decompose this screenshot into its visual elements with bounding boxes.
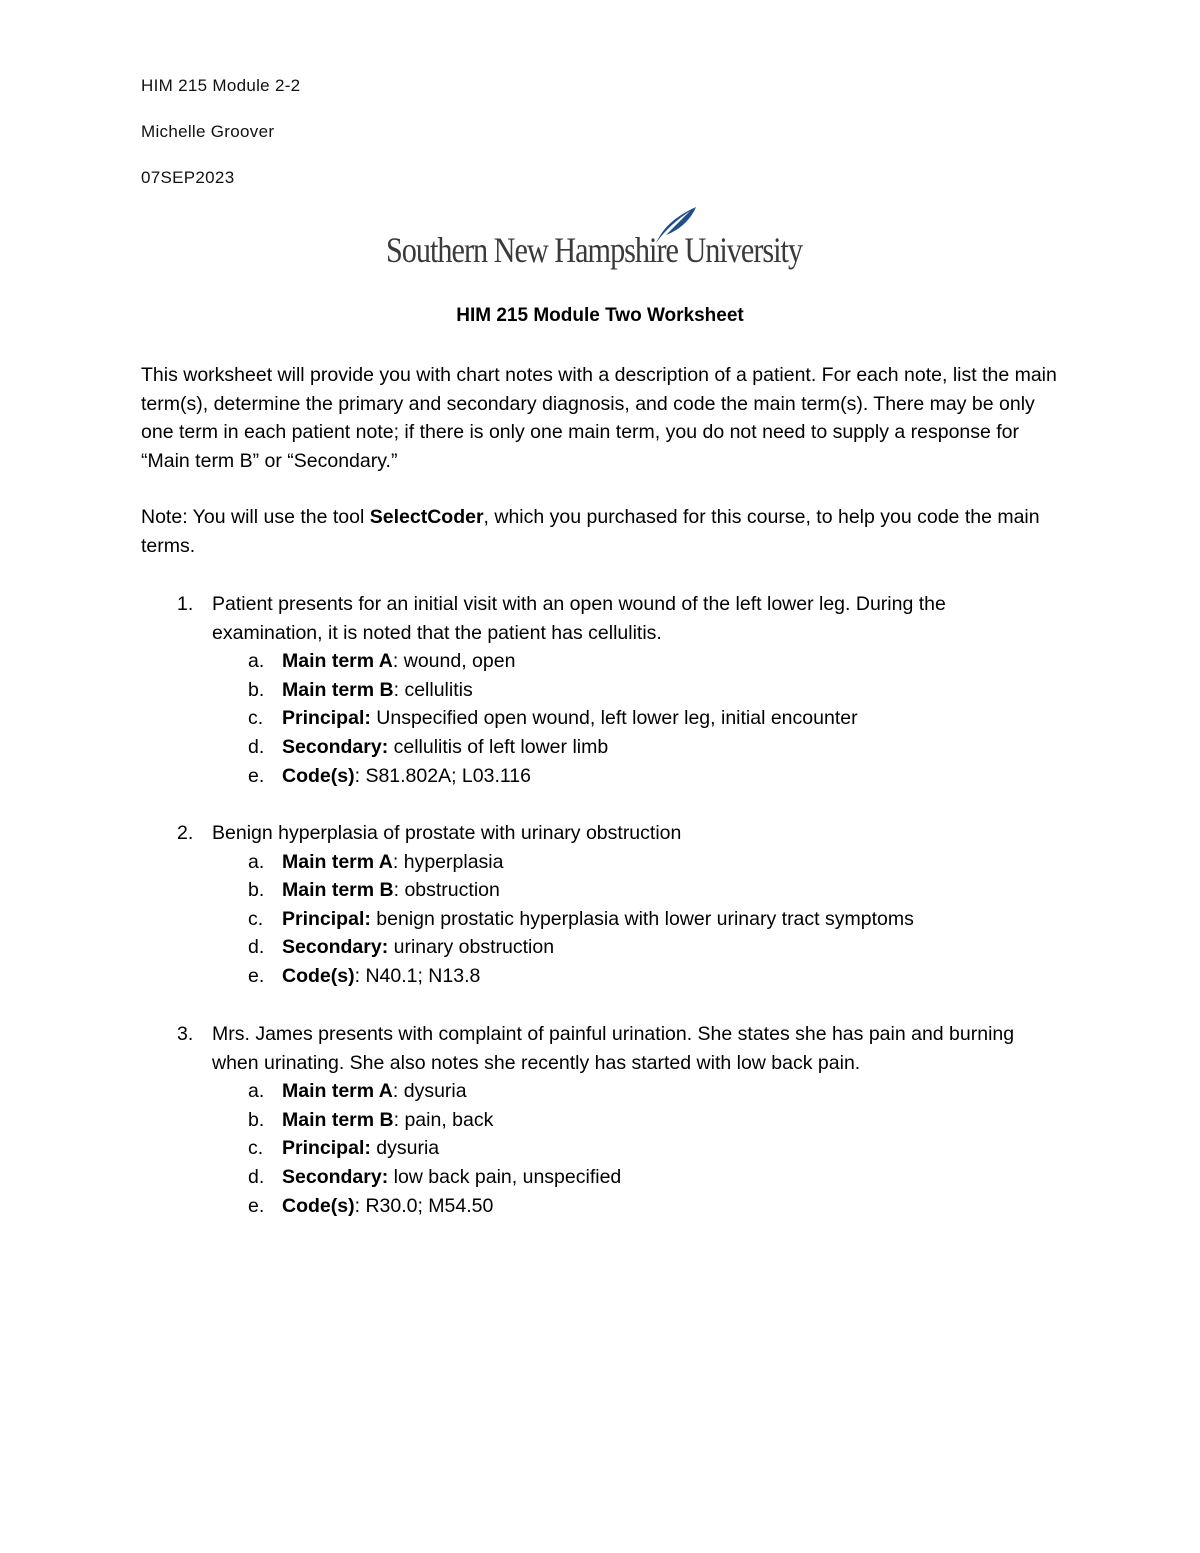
intro-paragraph: This worksheet will provide you with chart notes with a description of a patient. For each note, list the main term(s), determine the primary and secondary diagnosis, and code the main term(s). There may be only one term in each patient note; if there is only one main term, you do not need to supply a response for “Main term B” or “Secondary.” [141,364,1057,472]
list-item [141,1192,1061,1221]
item-value: dysuria [403,1080,467,1103]
question-number: 3. [177,1023,194,1045]
item-key: Secondary: [282,936,389,959]
item-sep: : [392,850,404,873]
list-item [141,933,1061,962]
item-value: hyperplasia [403,850,504,873]
item-key: Secondary: [282,735,389,758]
list-item [141,647,1061,676]
item-letter: d. [248,1165,265,1188]
item-key: Main term A [282,850,393,873]
answer-list [141,848,1061,991]
item-letter: c. [248,707,264,730]
item-sep: : [392,650,404,673]
item-value: urinary obstruction [393,936,555,959]
question-text: Patient presents for an initial visit with an open wound of the left lower leg. During the examination, it is noted that the patient has cellulitis. [212,593,946,644]
item-key: Code(s) [282,1194,355,1217]
item-key: Principal: [282,907,371,930]
item-key: Main term A [282,650,393,673]
item-value: low back pain, unspecified [393,1165,622,1188]
list-item [141,733,1061,762]
list-item [141,676,1061,705]
item-key: Main term A [282,1080,393,1103]
item-value: Unspecified open wound, left lower leg, initial encounter [376,707,858,730]
item-letter: a. [248,850,265,873]
item-key: Secondary: [282,1165,389,1188]
question-text: Benign hyperplasia of prostate with urinary obstruction [212,822,682,844]
list-item [141,876,1061,905]
tool-name: SelectCoder [369,506,484,528]
list-item [141,762,1061,791]
submission-date: 07SEP2023 [141,168,235,187]
list-item [141,1163,1061,1192]
list-item [141,1077,1061,1106]
item-letter: e. [248,1194,265,1217]
item-value: wound, open [403,650,516,673]
item-letter: d. [248,735,265,758]
item-key: Principal: [282,707,371,730]
item-key: Principal: [282,1137,371,1160]
item-letter: a. [248,650,265,673]
university-logo-text: Southern New Hampshire University [386,230,803,270]
question-number: 2. [177,822,194,844]
answer-list [141,1077,1061,1220]
item-letter: a. [248,1080,265,1103]
note-text-after: , which you purchased for this course, to help you code the main terms. [141,506,1040,557]
item-sep: : [393,1108,405,1131]
author-name: Michelle Groover [141,122,275,141]
item-value: obstruction [404,879,500,902]
item-letter: b. [248,879,265,902]
note-paragraph [141,503,1061,560]
question-1 [141,590,1061,790]
item-letter: c. [248,907,264,930]
item-letter: d. [248,936,265,959]
course-label: HIM 215 Module 2-2 [141,76,301,95]
item-sep: : [354,964,366,987]
question-3 [141,1020,1061,1220]
item-value: dysuria [376,1137,440,1160]
item-letter: b. [248,1108,265,1131]
item-sep: : [354,1194,366,1217]
list-item [141,848,1061,877]
question-number: 1. [177,593,194,615]
worksheet-title: HIM 215 Module Two Worksheet [456,305,744,326]
question-text: Mrs. James presents with complaint of painful urination. She states she has pain and burning when urinating. She also notes she recently has started with low back pain. [212,1023,1015,1074]
item-value: N40.1; N13.8 [365,964,481,987]
question-2 [141,819,1061,991]
item-value: cellulitis [404,678,473,701]
list-item [141,1106,1061,1135]
item-letter: b. [248,678,265,701]
list-item [141,905,1061,934]
item-sep: : [392,1080,404,1103]
item-letter: c. [248,1137,264,1160]
item-key: Main term B [282,879,394,902]
university-logo [386,205,826,280]
item-key: Code(s) [282,764,355,787]
list-item [141,704,1061,733]
item-key: Main term B [282,1108,394,1131]
answer-list [141,647,1061,790]
item-letter: e. [248,964,265,987]
item-sep: : [354,764,366,787]
item-key: Main term B [282,678,394,701]
item-value: pain, back [404,1108,494,1131]
list-item [141,1134,1061,1163]
item-sep: : [393,879,405,902]
item-value: cellulitis of left lower limb [393,735,609,758]
note-text-before: Note: You will use the tool [141,506,370,528]
item-value: benign prostatic hyperplasia with lower urinary tract symptoms [376,907,914,930]
item-value: S81.802A; L03.116 [365,764,531,787]
item-letter: e. [248,764,265,787]
item-sep: : [393,678,405,701]
item-value: R30.0; M54.50 [365,1194,494,1217]
list-item [141,962,1061,991]
item-key: Code(s) [282,964,355,987]
